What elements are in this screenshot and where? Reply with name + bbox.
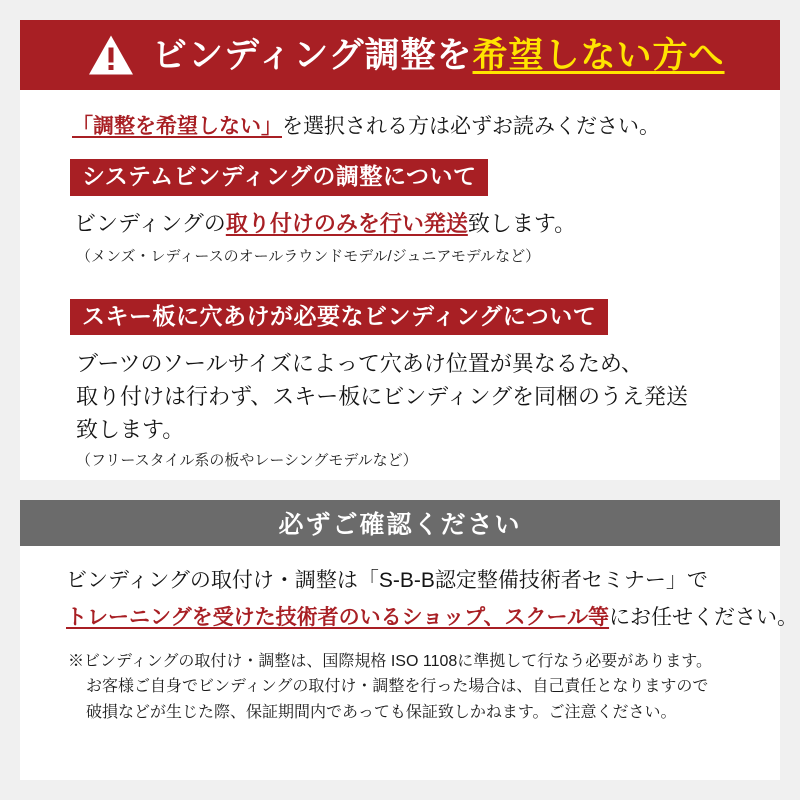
section-2-line2-post: のうえ発送 <box>578 383 689 409</box>
section-1-body-emphasis: 取り付けのみを行い発送 <box>225 210 468 236</box>
header-title-highlight: 希望しない方へ <box>472 35 725 75</box>
fine-print-line-1: ※ビンディングの取付け・調整は、国際規格 ISO 1108に準拠して行なう必要があります。 <box>68 652 712 670</box>
lead-text <box>72 112 750 141</box>
confirmation-line-2 <box>66 603 799 632</box>
section-2-line2-emphasis: 取り付けは行わず、スキー板にビンディングを同梱 <box>76 383 579 409</box>
header-title-plain: ビンディング調整を <box>152 35 473 75</box>
panel-header-gray: 必ずご確認ください <box>20 500 780 546</box>
panel-header-red <box>20 20 780 90</box>
binding-adjustment-panel <box>20 20 780 480</box>
fine-print-block <box>68 649 756 726</box>
confirmation-line-1: ビンディングの取付け・調整は「S-B-B認定整備技術者セミナー」で <box>66 569 708 592</box>
fine-print-line-3: 破損などが生じた際、保証期間内であっても保証致しかねます。ご注意ください。 <box>86 703 677 721</box>
section-1-note: （メンズ・レディースのオールラウンドモデル/ジュニアモデルなど） <box>76 247 541 265</box>
fine-print-line-2: お客様ご自身でビンディングの取付け・調整を行った場合は、自己責任となりますので <box>86 678 709 696</box>
section-2-body <box>76 347 750 446</box>
confirmation-panel <box>20 500 799 780</box>
confirmation-line-2-post: にお任せください。 <box>609 606 799 630</box>
lead-rest: を選択される方は必ずお読みください。 <box>282 115 660 138</box>
section-2-note: （フリースタイル系の板やレーシングモデルなど） <box>76 451 418 469</box>
section-2-line1: ブーツのソールサイズによって穴あけ位置が異なるため、 <box>76 350 643 376</box>
section-2-title: スキー板に穴あけが必要なビンディングについて <box>70 299 608 335</box>
panel-top-body <box>20 90 780 471</box>
lead-quoted: 「調整を希望しない」 <box>72 115 282 138</box>
section-2-line3: 致します。 <box>76 416 185 442</box>
section-1-body-pre: ビンディングの <box>74 210 226 236</box>
confirmation-line-2-emphasis: トレーニングを受けた技術者のいるショップ、スクール等 <box>66 606 610 630</box>
section-2-line2 <box>76 380 750 413</box>
warning-triangle-icon <box>88 35 134 76</box>
panel-bottom-body <box>20 546 799 726</box>
section-1-title: システムビンディングの調整について <box>70 159 488 195</box>
section-1-body <box>74 208 750 240</box>
section-1-body-post: 致します。 <box>467 210 577 236</box>
panel-header-title <box>152 35 725 75</box>
